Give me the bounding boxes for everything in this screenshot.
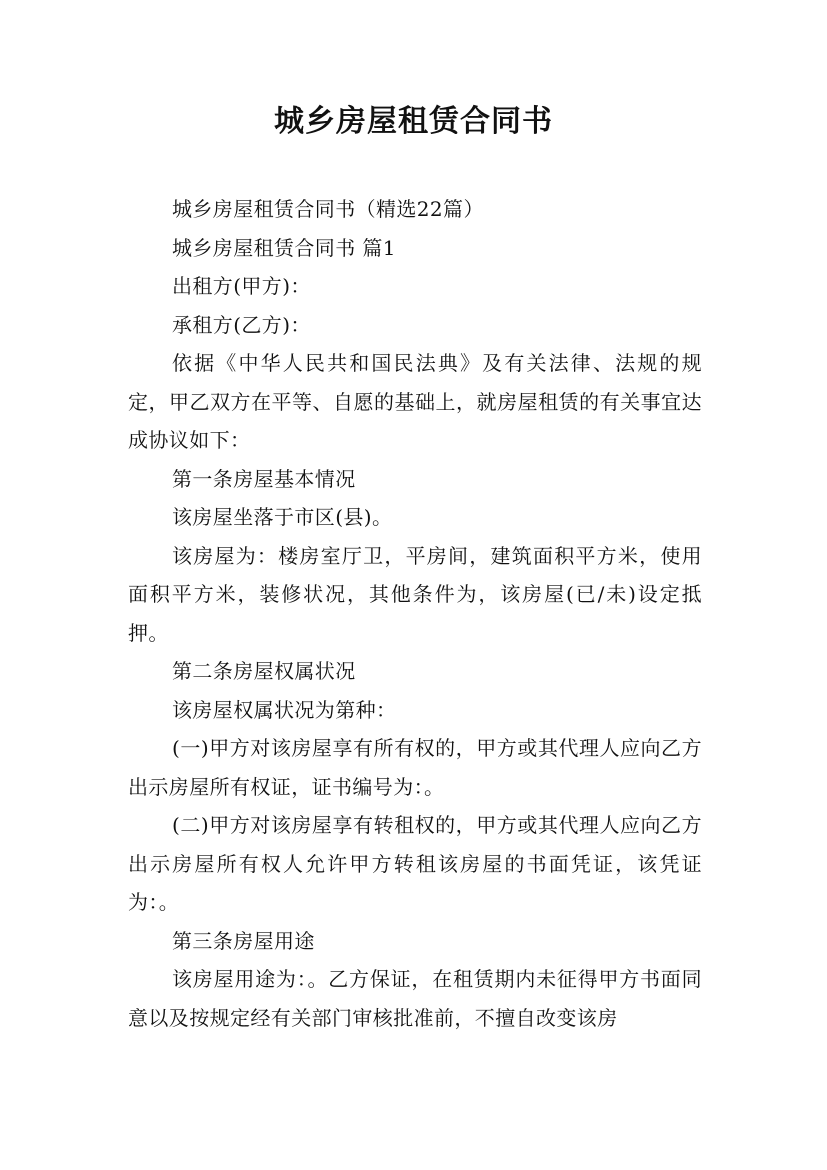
paragraph: 出租方(甲方)： <box>172 274 311 298</box>
paragraph: 城乡房屋租赁合同书 篇1 <box>172 235 396 260</box>
section-heading: 第三条房屋用途 <box>172 928 315 953</box>
paragraph: 该房屋权属状况为第种： <box>172 697 397 722</box>
paragraph: 该房屋为：楼房室厅卫，平房间，建筑面积平方米，使用面积平方米，装修状况，其他条件为，该房屋(已/未)设定抵押。 <box>128 543 702 645</box>
paragraph: 依据《中华人民共和国民法典》及有关法律、法规的规定，甲乙双方在平等、自愿的基础上，就房屋租赁的有关事宜达成协议如下： <box>128 351 702 452</box>
section-heading: 第一条房屋基本情况 <box>172 466 356 491</box>
paragraph: 该房屋坐落于市区(县)。 <box>172 505 393 529</box>
paragraph: (二)甲方对该房屋享有转租权的，甲方或其代理人应向乙方出示房屋所有权人允许甲方转租该房屋的书面凭证，该凭证为：。 <box>128 813 702 914</box>
document-title: 城乡房屋租赁合同书 <box>274 104 553 139</box>
paragraph: 城乡房屋租赁合同书（精选22篇） <box>172 197 484 221</box>
paragraph: 承租方(乙方)： <box>172 312 311 337</box>
paragraph: (一)甲方对该房屋享有所有权的，甲方或其代理人应向乙方出示房屋所有权证，证书编号为：。 <box>128 736 702 799</box>
paragraph: 该房屋用途为：。乙方保证，在租赁期内未征得甲方书面同意以及按规定经有关部门审核批准前，不擅自改变该房 <box>128 967 702 1030</box>
document-body <box>128 190 702 1037</box>
section-heading: 第二条房屋权属状况 <box>172 659 356 683</box>
